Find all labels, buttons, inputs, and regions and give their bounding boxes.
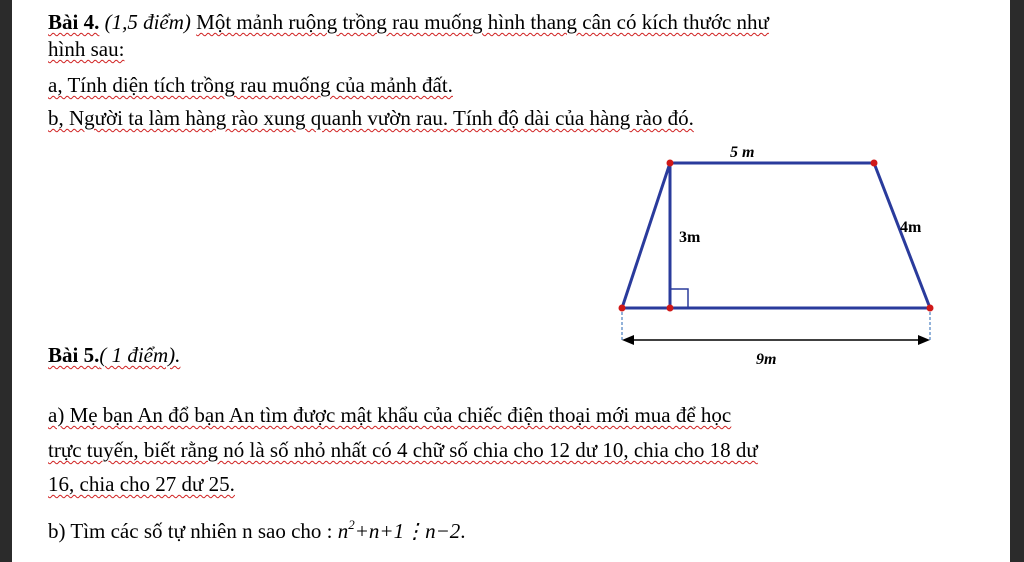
bai5-a-text-1: a) Mẹ bạn An đổ bạn An tìm được mật khẩu của chiếc điện thoại mới mua để học [48,403,732,427]
bai5-b-suffix: . [460,519,466,543]
bai5-points: ( 1 điểm). [99,343,181,367]
trapezoid-shape [622,163,930,308]
arrow-head-right [918,335,930,345]
vertex-height-foot [667,305,674,312]
bai5-a-line-3 [48,471,235,497]
math-rest: +n+1⋮n−2 [354,519,461,543]
bai4-label: Bài 4. [48,10,100,34]
bai4-part-b-text: b, Người ta làm hàng rào xung quanh vườn rau. Tính độ dài của hàng rào đó. [48,106,694,130]
bai4-text-2: hình sau: [48,37,125,61]
label-top: 5 m [730,144,755,161]
bai5-a-text-2: trực tuyến, biết rằng nó là số nhỏ nhất có 4 chữ số chia cho 12 dư 10, chia cho 18 dư [48,438,758,462]
bai5-heading-line [48,342,180,368]
bai5-b-math [338,519,461,543]
arrow-head-left [622,335,634,345]
label-side: 4m [900,219,922,236]
left-border [0,0,12,562]
math-n: n [337,519,349,543]
bai4-part-a-text: a, Tính diện tích trồng rau muống của mảnh đất. [48,73,453,97]
bai5-label: Bài 5. [48,343,100,367]
vertex-bottom-left [619,305,626,312]
bai5-b-line [48,518,466,544]
bai4-text-1: Một mảnh ruộng trồng rau muống hình thang cân có kích thước như [196,10,769,34]
label-height: 3m [679,229,701,246]
right-angle-mark [670,289,688,308]
right-border [1010,0,1024,562]
label-bottom: 9m [756,351,777,368]
document-page [12,0,1010,562]
vertex-top-left [667,160,674,167]
bai5-a-text-3: 16, chia cho 27 dư 25. [48,472,235,496]
vertex-bottom-right [927,305,934,312]
math-exponent: 2 [348,517,355,532]
bai4-points: (1,5 điểm) [104,10,191,34]
vertex-top-right [871,160,878,167]
bai5-a-line-1 [48,402,731,428]
bai5-b-text: b) Tìm các số tự nhiên n sao cho : [48,519,333,543]
bai5-a-line-2 [48,437,758,463]
